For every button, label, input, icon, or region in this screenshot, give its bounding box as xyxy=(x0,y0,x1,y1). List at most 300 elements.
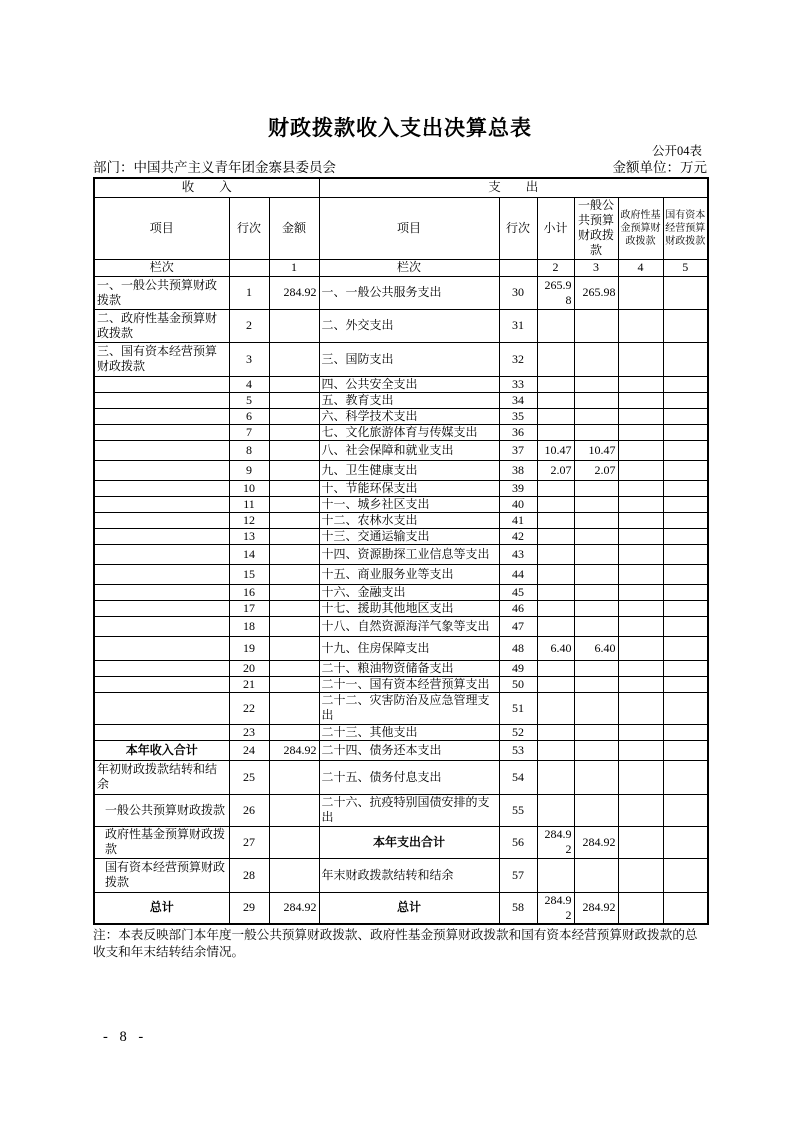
income-item-cell xyxy=(94,584,229,600)
expense-item-cell: 总计 xyxy=(319,892,499,924)
expense-line-cell: 35 xyxy=(499,408,537,424)
income-line-cell: 25 xyxy=(229,760,269,794)
expense-line-cell: 37 xyxy=(499,440,537,460)
expense-item-cell: 二十五、债务付息支出 xyxy=(319,760,499,794)
table-row xyxy=(94,512,708,528)
income-line-cell: 4 xyxy=(229,376,269,392)
expense-item-cell: 十八、自然资源海洋气象等支出 xyxy=(319,616,499,636)
expense-item-cell: 二十四、债务还本支出 xyxy=(319,740,499,760)
expense-general-cell xyxy=(574,584,618,600)
expense-stateowned-cell xyxy=(663,636,708,660)
expense-line-cell: 50 xyxy=(499,676,537,692)
expense-govfund-cell xyxy=(618,564,663,584)
expense-govfund-cell xyxy=(618,794,663,826)
income-amount-index: 1 xyxy=(269,259,319,276)
income-amount-cell xyxy=(269,480,319,496)
expense-subtotal-cell xyxy=(537,512,574,528)
table-row xyxy=(94,408,708,424)
expense-stateowned-cell xyxy=(663,309,708,342)
income-item-cell xyxy=(94,724,229,740)
expense-line-cell: 30 xyxy=(499,276,537,309)
expense-general-cell xyxy=(574,512,618,528)
column-header-row xyxy=(94,197,708,259)
income-item-cell xyxy=(94,460,229,480)
expense-general-cell: 2.07 xyxy=(574,460,618,480)
expense-item-cell: 二十、粮油物资储备支出 xyxy=(319,660,499,676)
table-row xyxy=(94,692,708,724)
expense-line-cell: 33 xyxy=(499,376,537,392)
expense-line-cell: 51 xyxy=(499,692,537,724)
department-label: 部门：中国共产主义青年团金寨县委员会 xyxy=(93,160,336,175)
table-row xyxy=(94,600,708,616)
expense-govfund-index: 4 xyxy=(618,259,663,276)
expense-subtotal-cell xyxy=(537,584,574,600)
income-line-cell: 23 xyxy=(229,724,269,740)
income-item-cell: 总计 xyxy=(94,892,229,924)
income-item-cell xyxy=(94,440,229,460)
doc-code-label: 公开04表 xyxy=(651,144,702,158)
income-item-cell: 一、一般公共预算财政拨款 xyxy=(94,276,229,309)
expense-govfund-cell xyxy=(618,692,663,724)
expense-stateowned-cell xyxy=(663,600,708,616)
income-item-cell xyxy=(94,424,229,440)
income-line-header: 行次 xyxy=(229,197,269,259)
expense-govfund-cell xyxy=(618,660,663,676)
expense-line-cell: 56 xyxy=(499,826,537,858)
expense-general-cell: 265.98 xyxy=(574,276,618,309)
expense-govfund-cell xyxy=(618,440,663,460)
income-line-cell: 1 xyxy=(229,276,269,309)
income-amount-cell: 284.92 xyxy=(269,740,319,760)
income-item-cell xyxy=(94,616,229,636)
expense-stateowned-cell xyxy=(663,544,708,564)
expense-item-cell: 五、教育支出 xyxy=(319,392,499,408)
expense-stateowned-cell xyxy=(663,892,708,924)
table-row xyxy=(94,794,708,826)
expense-general-cell xyxy=(574,480,618,496)
table-row xyxy=(94,858,708,892)
income-section-header: 收 入 xyxy=(94,178,319,197)
income-line-cell: 19 xyxy=(229,636,269,660)
expense-item-cell: 十一、城乡社区支出 xyxy=(319,496,499,512)
table-row xyxy=(94,826,708,858)
expense-item-cell: 二十二、灾害防治及应急管理支出 xyxy=(319,692,499,724)
income-line-cell: 6 xyxy=(229,408,269,424)
income-item-cell xyxy=(94,480,229,496)
expense-govfund-cell xyxy=(618,826,663,858)
expense-item-cell: 四、公共安全支出 xyxy=(319,376,499,392)
expense-subtotal-cell xyxy=(537,760,574,794)
expense-general-cell xyxy=(574,740,618,760)
income-line-cell: 18 xyxy=(229,616,269,636)
expense-general-cell xyxy=(574,376,618,392)
income-line-cell: 17 xyxy=(229,600,269,616)
income-line-cell: 21 xyxy=(229,676,269,692)
income-item-cell xyxy=(94,600,229,616)
expense-govfund-cell xyxy=(618,636,663,660)
expense-stateowned-cell xyxy=(663,660,708,676)
expense-stateowned-cell xyxy=(663,740,708,760)
expense-stateowned-cell xyxy=(663,342,708,376)
expense-general-cell xyxy=(574,692,618,724)
expense-item-header: 项目 xyxy=(319,197,499,259)
expense-line-cell: 45 xyxy=(499,584,537,600)
expense-govfund-cell xyxy=(618,512,663,528)
expense-stateowned-cell xyxy=(663,826,708,858)
expense-line-cell: 41 xyxy=(499,512,537,528)
table-row xyxy=(94,480,708,496)
income-line-cell: 15 xyxy=(229,564,269,584)
expense-general-cell xyxy=(574,309,618,342)
income-line-cell: 5 xyxy=(229,392,269,408)
income-amount-cell xyxy=(269,660,319,676)
expense-stateowned-cell xyxy=(663,528,708,544)
expense-subtotal-cell xyxy=(537,600,574,616)
expense-subtotal-cell: 265.98 xyxy=(537,276,574,309)
income-item-cell xyxy=(94,660,229,676)
income-line-cell: 3 xyxy=(229,342,269,376)
income-amount-cell xyxy=(269,460,319,480)
expense-item-cell: 二十三、其他支出 xyxy=(319,724,499,740)
expense-item-cell: 十六、金融支出 xyxy=(319,584,499,600)
income-amount-cell xyxy=(269,692,319,724)
expense-stateowned-cell xyxy=(663,858,708,892)
expenditure-section-header: 支 出 xyxy=(319,178,708,197)
table-note: 注：本表反映部门本年度一般公共预算财政拨款、政府性基金预算财政拨款和国有资本经营预算财政拨款的总收支和年末结转结余情况。 xyxy=(93,927,698,959)
expense-subtotal-cell xyxy=(537,309,574,342)
table-row xyxy=(94,724,708,740)
expense-govfund-cell xyxy=(618,276,663,309)
income-line-cell: 28 xyxy=(229,858,269,892)
expense-govfund-cell xyxy=(618,342,663,376)
income-amount-cell: 284.92 xyxy=(269,892,319,924)
income-amount-cell xyxy=(269,616,319,636)
expense-line-cell: 32 xyxy=(499,342,537,376)
income-item-cell: 三、国有资本经营预算财政拨款 xyxy=(94,342,229,376)
table-row xyxy=(94,660,708,676)
table-row xyxy=(94,676,708,692)
expense-item-cell: 二、外交支出 xyxy=(319,309,499,342)
income-line-cell: 11 xyxy=(229,496,269,512)
expense-subtotal-cell: 10.47 xyxy=(537,440,574,460)
expense-subtotal-cell xyxy=(537,660,574,676)
expense-item-cell: 十九、住房保障支出 xyxy=(319,636,499,660)
expense-subtotal-cell xyxy=(537,528,574,544)
expense-subtotal-cell xyxy=(537,794,574,826)
expense-subtotal-cell: 284.92 xyxy=(537,826,574,858)
table-row xyxy=(94,342,708,376)
income-line-index xyxy=(229,259,269,276)
income-amount-cell xyxy=(269,528,319,544)
table-row xyxy=(94,276,708,309)
expense-govfund-cell xyxy=(618,392,663,408)
income-line-cell: 13 xyxy=(229,528,269,544)
expense-stateowned-cell xyxy=(663,676,708,692)
expense-item-cell: 九、卫生健康支出 xyxy=(319,460,499,480)
expense-govfund-cell xyxy=(618,760,663,794)
expense-stateowned-cell xyxy=(663,496,708,512)
table-row xyxy=(94,740,708,760)
income-amount-cell xyxy=(269,309,319,342)
table-row xyxy=(94,544,708,564)
income-item-cell: 本年收入合计 xyxy=(94,740,229,760)
expense-stateowned-cell xyxy=(663,408,708,424)
expense-govfund-cell xyxy=(618,376,663,392)
income-item-cell xyxy=(94,496,229,512)
expense-subtotal-cell xyxy=(537,376,574,392)
expense-govfund-cell xyxy=(618,892,663,924)
income-line-cell: 9 xyxy=(229,460,269,480)
expense-subtotal-cell xyxy=(537,858,574,892)
expense-subtotal-index: 2 xyxy=(537,259,574,276)
table-row xyxy=(94,309,708,342)
expense-general-cell xyxy=(574,794,618,826)
expense-line-cell: 43 xyxy=(499,544,537,564)
income-line-cell: 12 xyxy=(229,512,269,528)
income-amount-cell xyxy=(269,584,319,600)
table-row xyxy=(94,616,708,636)
meta-row xyxy=(93,156,707,176)
fiscal-appropriation-table xyxy=(93,177,709,925)
table-row xyxy=(94,424,708,440)
expense-subtotal-cell xyxy=(537,692,574,724)
expense-govfund-cell xyxy=(618,740,663,760)
expense-stateowned-index: 5 xyxy=(663,259,708,276)
expense-line-cell: 36 xyxy=(499,424,537,440)
expense-govfund-cell xyxy=(618,616,663,636)
expense-subtotal-cell xyxy=(537,724,574,740)
expense-line-cell: 54 xyxy=(499,760,537,794)
expense-subtotal-header: 小计 xyxy=(537,197,574,259)
expense-general-cell xyxy=(574,676,618,692)
expense-line-cell: 49 xyxy=(499,660,537,676)
expense-subtotal-cell xyxy=(537,740,574,760)
expense-line-header: 行次 xyxy=(499,197,537,259)
expense-line-cell: 55 xyxy=(499,794,537,826)
expense-stateowned-cell xyxy=(663,794,708,826)
income-item-cell: 国有资本经营预算财政拨款 xyxy=(94,858,229,892)
expense-item-cell: 一、一般公共服务支出 xyxy=(319,276,499,309)
expense-line-cell: 53 xyxy=(499,740,537,760)
expense-govfund-cell xyxy=(618,724,663,740)
income-line-cell: 22 xyxy=(229,692,269,724)
table-row xyxy=(94,760,708,794)
expense-general-cell xyxy=(574,408,618,424)
income-amount-cell xyxy=(269,564,319,584)
income-item-cell xyxy=(94,392,229,408)
expense-subtotal-cell: 284.92 xyxy=(537,892,574,924)
income-item-cell: 一般公共预算财政拨款 xyxy=(94,794,229,826)
income-line-cell: 26 xyxy=(229,794,269,826)
expense-stateowned-cell xyxy=(663,692,708,724)
expense-general-budget-header: 一般公共预算财政拨款 xyxy=(574,197,618,259)
income-amount-cell xyxy=(269,794,319,826)
income-amount-cell xyxy=(269,440,319,460)
income-amount-cell xyxy=(269,392,319,408)
expense-subtotal-cell xyxy=(537,616,574,636)
expense-general-cell xyxy=(574,496,618,512)
expense-subtotal-cell xyxy=(537,564,574,584)
expense-line-cell: 44 xyxy=(499,564,537,584)
expense-general-cell xyxy=(574,760,618,794)
expense-general-cell: 284.92 xyxy=(574,892,618,924)
expense-subtotal-cell xyxy=(537,496,574,512)
expense-subtotal-cell xyxy=(537,480,574,496)
expense-stateowned-cell xyxy=(663,276,708,309)
income-amount-cell xyxy=(269,408,319,424)
expense-govfund-cell xyxy=(618,424,663,440)
expense-item-cell: 三、国防支出 xyxy=(319,342,499,376)
income-amount-cell xyxy=(269,724,319,740)
income-line-cell: 2 xyxy=(229,309,269,342)
income-amount-cell xyxy=(269,600,319,616)
unit-label: 金额单位：万元 xyxy=(612,160,707,175)
income-amount-cell xyxy=(269,858,319,892)
expense-govfund-cell xyxy=(618,408,663,424)
expense-stateowned-cell xyxy=(663,424,708,440)
expense-item-index: 栏次 xyxy=(319,259,499,276)
income-item-cell xyxy=(94,676,229,692)
expense-item-cell: 十四、资源勘探工业信息等支出 xyxy=(319,544,499,564)
income-amount-cell xyxy=(269,826,319,858)
expense-item-cell: 七、文化旅游体育与传媒支出 xyxy=(319,424,499,440)
income-item-cell xyxy=(94,376,229,392)
table-row xyxy=(94,892,708,924)
income-line-cell: 8 xyxy=(229,440,269,460)
expense-general-cell xyxy=(574,342,618,376)
income-amount-header: 金额 xyxy=(269,197,319,259)
expense-stateowned-cell xyxy=(663,460,708,480)
expense-stateowned-cell xyxy=(663,724,708,740)
expense-general-cell: 284.92 xyxy=(574,826,618,858)
table-row xyxy=(94,496,708,512)
page-content xyxy=(93,0,707,961)
expense-govfund-cell xyxy=(618,600,663,616)
expense-item-cell: 十、节能环保支出 xyxy=(319,480,499,496)
expense-general-cell xyxy=(574,724,618,740)
expense-stateowned-cell xyxy=(663,584,708,600)
income-line-cell: 20 xyxy=(229,660,269,676)
expense-item-cell: 八、社会保障和就业支出 xyxy=(319,440,499,460)
table-row xyxy=(94,440,708,460)
expense-subtotal-cell xyxy=(537,544,574,564)
income-item-header: 项目 xyxy=(94,197,229,259)
expense-line-cell: 42 xyxy=(499,528,537,544)
expense-line-cell: 47 xyxy=(499,616,537,636)
income-amount-cell xyxy=(269,512,319,528)
expense-stateowned-cell xyxy=(663,376,708,392)
income-item-cell xyxy=(94,544,229,564)
expense-item-cell: 六、科学技术支出 xyxy=(319,408,499,424)
expense-general-cell xyxy=(574,528,618,544)
table-row xyxy=(94,636,708,660)
income-item-cell xyxy=(94,636,229,660)
expense-govfund-cell xyxy=(618,528,663,544)
expense-item-cell: 二十一、国有资本经营预算支出 xyxy=(319,676,499,692)
income-item-cell: 年初财政拨款结转和结余 xyxy=(94,760,229,794)
expense-subtotal-cell xyxy=(537,408,574,424)
table-row xyxy=(94,376,708,392)
expense-general-cell xyxy=(574,600,618,616)
expense-general-cell xyxy=(574,616,618,636)
expense-line-cell: 57 xyxy=(499,858,537,892)
income-item-cell: 政府性基金预算财政拨款 xyxy=(94,826,229,858)
expense-govfund-cell xyxy=(618,309,663,342)
page-title: 财政拨款收入支出决算总表 xyxy=(268,117,532,140)
income-line-cell: 27 xyxy=(229,826,269,858)
expense-stateowned-cell xyxy=(663,440,708,460)
expense-general-cell xyxy=(574,564,618,584)
income-line-cell: 7 xyxy=(229,424,269,440)
income-amount-cell xyxy=(269,760,319,794)
income-amount-cell: 284.92 xyxy=(269,276,319,309)
expense-item-cell: 二十六、抗疫特别国债安排的支出 xyxy=(319,794,499,826)
income-line-cell: 14 xyxy=(229,544,269,564)
income-item-cell xyxy=(94,512,229,528)
table-row xyxy=(94,460,708,480)
expense-subtotal-cell xyxy=(537,392,574,408)
expense-line-cell: 34 xyxy=(499,392,537,408)
table-row xyxy=(94,564,708,584)
expense-govfund-cell xyxy=(618,858,663,892)
expense-govfund-cell xyxy=(618,496,663,512)
expense-govfund-cell xyxy=(618,544,663,564)
expense-subtotal-cell xyxy=(537,424,574,440)
income-item-cell xyxy=(94,408,229,424)
income-amount-cell xyxy=(269,496,319,512)
income-line-cell: 24 xyxy=(229,740,269,760)
expense-stateowned-cell xyxy=(663,616,708,636)
income-item-cell: 二、政府性基金预算财政拨款 xyxy=(94,309,229,342)
income-item-cell xyxy=(94,528,229,544)
expense-line-index xyxy=(499,259,537,276)
expense-general-cell xyxy=(574,858,618,892)
expense-general-cell: 10.47 xyxy=(574,440,618,460)
expense-subtotal-cell xyxy=(537,342,574,376)
expense-general-index: 3 xyxy=(574,259,618,276)
expense-line-cell: 39 xyxy=(499,480,537,496)
expense-line-cell: 40 xyxy=(499,496,537,512)
expense-line-cell: 48 xyxy=(499,636,537,660)
expense-govfund-cell xyxy=(618,460,663,480)
expense-general-cell: 6.40 xyxy=(574,636,618,660)
expense-line-cell: 38 xyxy=(499,460,537,480)
expense-subtotal-cell: 2.07 xyxy=(537,460,574,480)
income-amount-cell xyxy=(269,376,319,392)
expense-stateowned-cell xyxy=(663,480,708,496)
expense-item-cell: 十二、农林水支出 xyxy=(319,512,499,528)
expense-govfund-cell xyxy=(618,480,663,496)
expense-line-cell: 31 xyxy=(499,309,537,342)
expense-general-cell xyxy=(574,660,618,676)
page-number: - 8 - xyxy=(103,1029,148,1045)
expense-stateowned-cell xyxy=(663,392,708,408)
income-amount-cell xyxy=(269,636,319,660)
income-amount-cell xyxy=(269,676,319,692)
income-item-cell xyxy=(94,564,229,584)
expense-stateowned-cell xyxy=(663,760,708,794)
expense-item-cell: 十七、援助其他地区支出 xyxy=(319,600,499,616)
expense-general-cell xyxy=(574,424,618,440)
expense-subtotal-cell: 6.40 xyxy=(537,636,574,660)
income-item-cell xyxy=(94,692,229,724)
table-row xyxy=(94,584,708,600)
expense-general-cell xyxy=(574,544,618,564)
expense-govfund-cell xyxy=(618,676,663,692)
expense-item-cell: 十五、商业服务业等支出 xyxy=(319,564,499,584)
column-index-row xyxy=(94,259,708,276)
expense-subtotal-cell xyxy=(537,676,574,692)
